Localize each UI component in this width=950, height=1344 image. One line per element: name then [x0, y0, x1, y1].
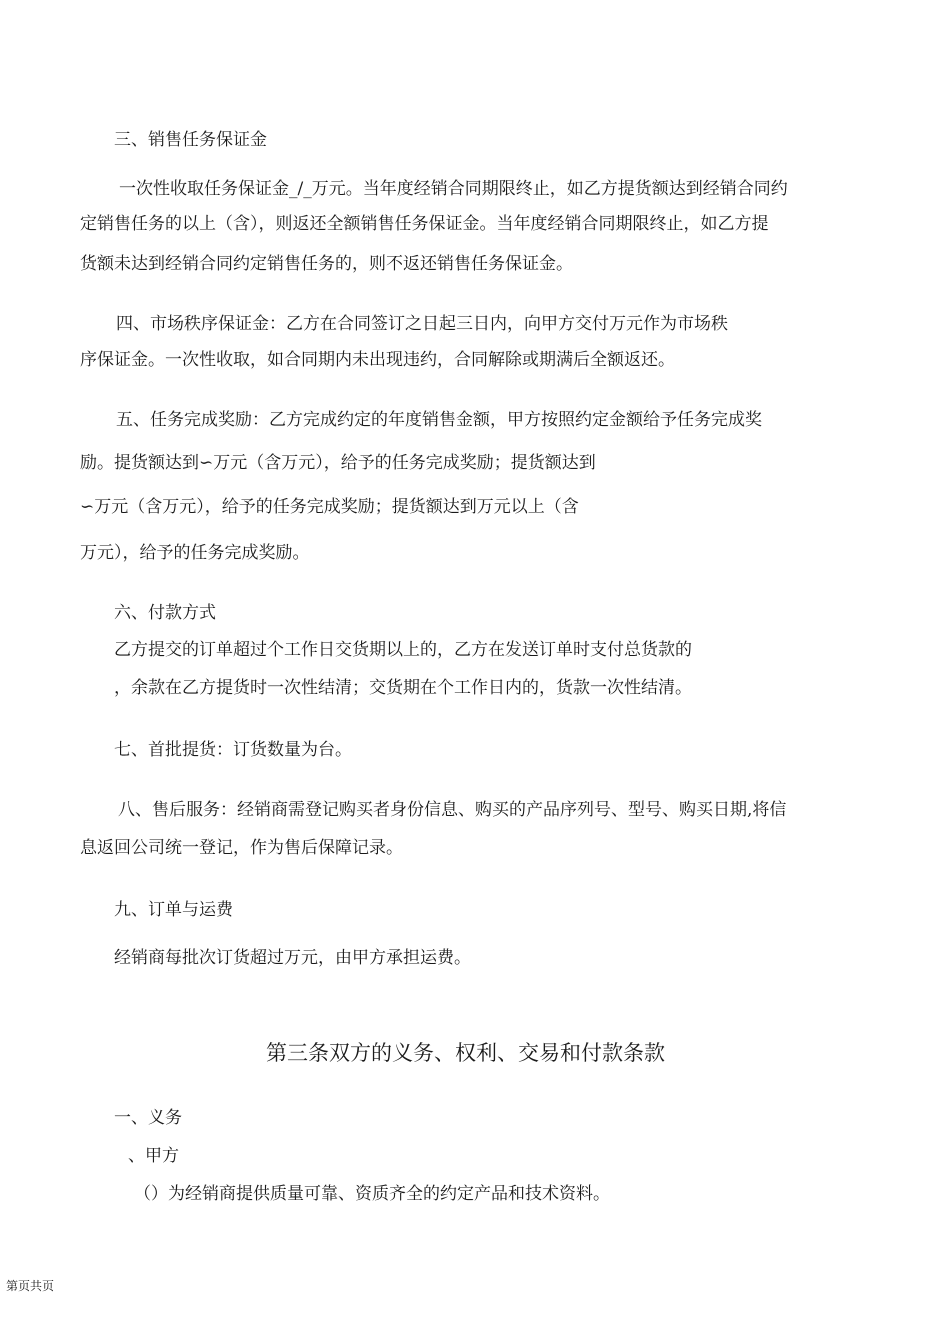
section-3-line-2: 定销售任务的以上（含），则返还全额销售任务保证金。当年度经销合同期限终止，如乙方提: [80, 214, 769, 234]
section-9-text: 经销商每批次订货超过万元，由甲方承担运费。: [114, 948, 471, 968]
section-3-line-3: 货额未达到经销合同约定销售任务的，则不返还销售任务保证金。: [80, 254, 573, 274]
section-3-line-1: 一次性收取任务保证金_/_万元。当年度经销合同期限终止，如乙方提货额达到经销合同约: [119, 179, 788, 199]
page-number-footer: 第页共页: [6, 1279, 55, 1293]
section-5-line-1: 五、任务完成奖励：乙方完成约定的年度销售金额，甲方按照约定金额给予任务完成奖: [116, 410, 762, 430]
article-3-title: 第三条双方的义务、权利、交易和付款条款: [266, 1041, 665, 1065]
section-6-line-2: ，余款在乙方提货时一次性结清；交货期在个工作日内的，货款一次性结清。: [114, 678, 692, 698]
section-3-heading: 三、销售任务保证金: [114, 130, 267, 150]
section-5-line-2: 励。提货额达到∽万元（含万元），给予的任务完成奖励；提货额达到: [80, 453, 596, 473]
section-8-line-2: 息返回公司统一登记，作为售后保障记录。: [80, 838, 403, 858]
section-8-line-1: 八、售后服务：经销商需登记购买者身份信息、购买的产品序列号、型号、购买日期,将信: [118, 800, 787, 820]
party-a-item-1: （）为经销商提供质量可靠、资质齐全的约定产品和技术资料。: [134, 1184, 610, 1204]
duty-heading: 一、义务: [114, 1108, 182, 1128]
section-6-heading: 六、付款方式: [114, 603, 216, 623]
section-5-line-3: ∽万元（含万元），给予的任务完成奖励；提货额达到万元以上（含: [80, 497, 579, 517]
section-9-heading: 九、订单与运费: [114, 900, 233, 920]
section-4-line-1: 四、市场秩序保证金：乙方在合同签订之日起三日内，向甲方交付万元作为市场秩: [116, 314, 728, 334]
section-4-line-2: 序保证金。一次性收取，如合同期内未出现违约，合同解除或期满后全额返还。: [80, 350, 675, 370]
party-a-heading: 、甲方: [128, 1146, 179, 1166]
section-7-text: 七、首批提货：订货数量为台。: [114, 740, 352, 760]
section-5-line-4: 万元），给予的任务完成奖励。: [80, 543, 310, 563]
section-6-line-1: 乙方提交的订单超过个工作日交货期以上的，乙方在发送订单时支付总货款的: [114, 640, 692, 660]
